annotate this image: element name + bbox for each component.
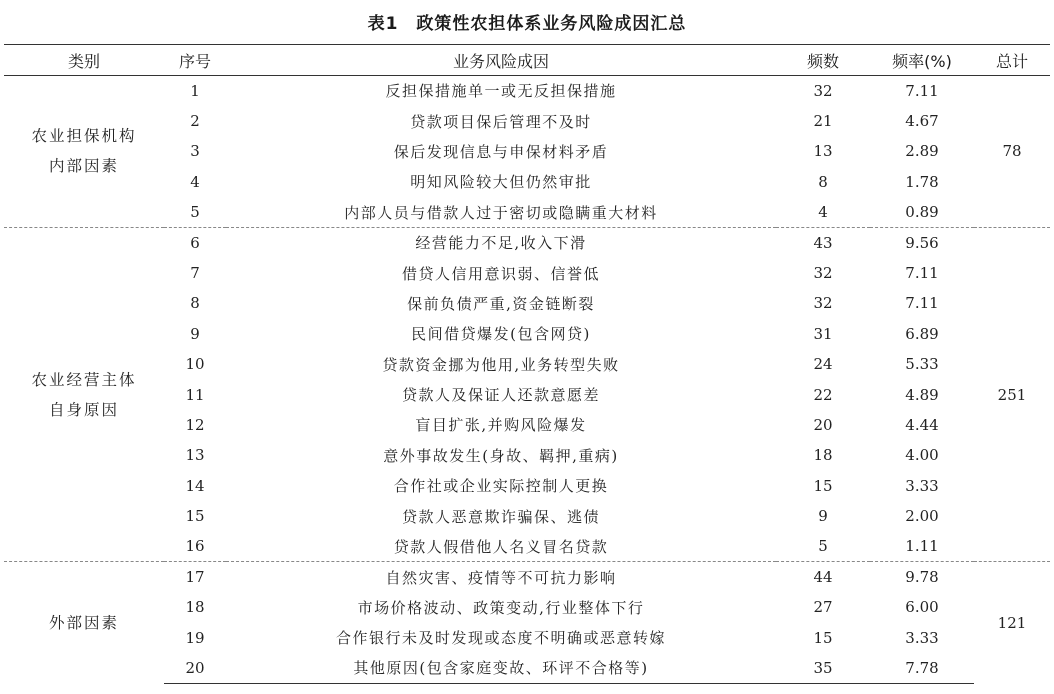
index-cell: 17	[164, 562, 226, 592]
count-cell: 24	[813, 355, 833, 374]
header-category: 类别	[4, 45, 164, 76]
table-body	[4, 76, 1050, 684]
total-cell: 121	[974, 562, 1050, 684]
category-cell	[4, 562, 164, 684]
header-count: 频数	[776, 45, 870, 76]
index-cell: 20	[164, 653, 226, 683]
reason-cell: 贷款人恶意欺诈骗保、逃债	[401, 507, 600, 526]
rate-cell: 7.11	[905, 81, 939, 100]
category-label-line: 外部因素	[48, 613, 119, 632]
index-cell: 3	[190, 142, 200, 161]
header-reason: 业务风险成因	[226, 45, 776, 76]
category-label-line: 农业经营主体	[31, 370, 137, 389]
table-caption: 表1 政策性农担体系业务风险成因汇总	[367, 14, 687, 34]
count-cell: 15	[813, 476, 833, 495]
index-cell: 9	[190, 324, 200, 343]
rate-cell: 2.89	[905, 142, 939, 161]
reason-cell: 贷款人及保证人还款意愿差	[401, 386, 600, 405]
index-cell: 7	[190, 264, 200, 283]
reason-cell: 意外事故发生(身故、羁押,重病)	[383, 446, 619, 465]
count-cell: 35	[776, 653, 870, 683]
rate-cell: 1.11	[905, 537, 939, 556]
table-row	[4, 227, 1050, 257]
index-cell: 11	[185, 385, 205, 404]
count-cell: 27	[813, 598, 833, 617]
rate-cell: 4.67	[905, 112, 939, 131]
count-cell: 15	[813, 628, 833, 647]
count-cell: 32	[813, 81, 833, 100]
risk-cause-table	[4, 44, 1050, 684]
count-cell: 22	[813, 385, 833, 404]
count-cell: 43	[776, 227, 870, 257]
rate-cell: 9.78	[870, 562, 974, 592]
rate-cell: 1.78	[905, 172, 939, 191]
rate-cell: 7.11	[905, 294, 939, 313]
header-row	[4, 45, 1050, 76]
header-index: 序号	[164, 45, 226, 76]
index-cell: 14	[185, 476, 205, 495]
index-cell: 16	[185, 537, 205, 556]
index-cell: 2	[190, 112, 200, 131]
index-cell: 6	[164, 227, 226, 257]
index-cell: 19	[185, 628, 205, 647]
table-row	[4, 76, 1050, 106]
count-cell: 4	[818, 203, 828, 221]
index-cell: 5	[190, 203, 200, 221]
count-cell: 44	[776, 562, 870, 592]
index-cell: 12	[185, 415, 205, 434]
reason-cell: 盲目扩张,并购风险爆发	[415, 416, 587, 435]
reason-cell: 保后发现信息与申保材料矛盾	[393, 142, 609, 161]
rate-cell: 3.33	[905, 628, 939, 647]
count-cell: 18	[813, 446, 833, 465]
reason-cell: 借贷人信用意识弱、信誉低	[401, 264, 600, 283]
reason-cell: 保前负债严重,资金链断裂	[407, 294, 595, 313]
header-rate: 频率(%)	[870, 45, 974, 76]
count-cell: 13	[813, 142, 833, 161]
count-cell: 8	[818, 172, 828, 191]
rate-cell: 6.00	[905, 598, 939, 617]
category-label-line: 农业担保机构	[31, 127, 137, 146]
index-cell: 15	[185, 507, 205, 526]
reason-cell: 内部人员与借款人过于密切或隐瞒重大材料	[344, 203, 658, 222]
count-cell: 21	[813, 112, 833, 131]
index-cell: 13	[185, 446, 205, 465]
rate-cell: 9.56	[870, 227, 974, 257]
reason-cell: 贷款项目保后管理不及时	[410, 112, 592, 131]
rate-cell: 7.11	[905, 264, 939, 283]
reason-cell: 合作银行未及时发现或态度不明确或恶意转嫁	[335, 629, 666, 648]
index-cell: 8	[190, 294, 200, 313]
rate-cell: 5.33	[905, 355, 939, 374]
reason-cell: 反担保措施单一或无反担保措施	[385, 82, 617, 101]
index-cell: 1	[190, 81, 200, 100]
count-cell: 9	[818, 507, 828, 526]
total-cell: 78	[1002, 142, 1022, 161]
index-cell: 4	[190, 172, 200, 191]
reason-cell: 民间借贷爆发(包含网贷)	[411, 325, 591, 344]
reason-cell: 市场价格波动、政策变动,行业整体下行	[357, 598, 645, 617]
reason-cell: 自然灾害、疫情等不可抗力影响	[226, 562, 776, 592]
reason-cell: 贷款资金挪为他用,业务转型失败	[382, 355, 620, 374]
rate-cell: 4.89	[905, 385, 939, 404]
category-cell	[4, 227, 164, 561]
count-cell: 32	[813, 294, 833, 313]
reason-cell: 合作社或企业实际控制人更换	[393, 477, 609, 496]
reason-cell: 经营能力不足,收入下滑	[226, 227, 776, 257]
rate-cell: 4.00	[905, 446, 939, 465]
table-row	[4, 562, 1050, 592]
count-cell: 31	[813, 324, 833, 343]
category-cell	[4, 76, 164, 228]
index-cell: 18	[185, 598, 205, 617]
rate-cell: 3.33	[905, 476, 939, 495]
reason-cell: 明知风险较大但仍然审批	[410, 173, 592, 192]
rate-cell: 2.00	[905, 507, 939, 526]
rate-cell: 7.78	[870, 653, 974, 683]
rate-cell: 6.89	[905, 324, 939, 343]
total-cell: 251	[974, 227, 1050, 561]
rate-cell: 0.89	[905, 203, 939, 221]
category-label-line: 自身原因	[48, 400, 119, 419]
count-cell: 32	[813, 264, 833, 283]
reason-cell: 贷款人假借他人名义冒名贷款	[393, 537, 609, 556]
rate-cell: 4.44	[905, 415, 939, 434]
count-cell: 20	[813, 415, 833, 434]
index-cell: 10	[185, 355, 205, 374]
category-label-line: 内部因素	[48, 157, 119, 176]
count-cell: 5	[818, 537, 828, 556]
header-total: 总计	[974, 45, 1050, 76]
reason-cell: 其他原因(包含家庭变故、环评不合格等)	[226, 653, 776, 683]
